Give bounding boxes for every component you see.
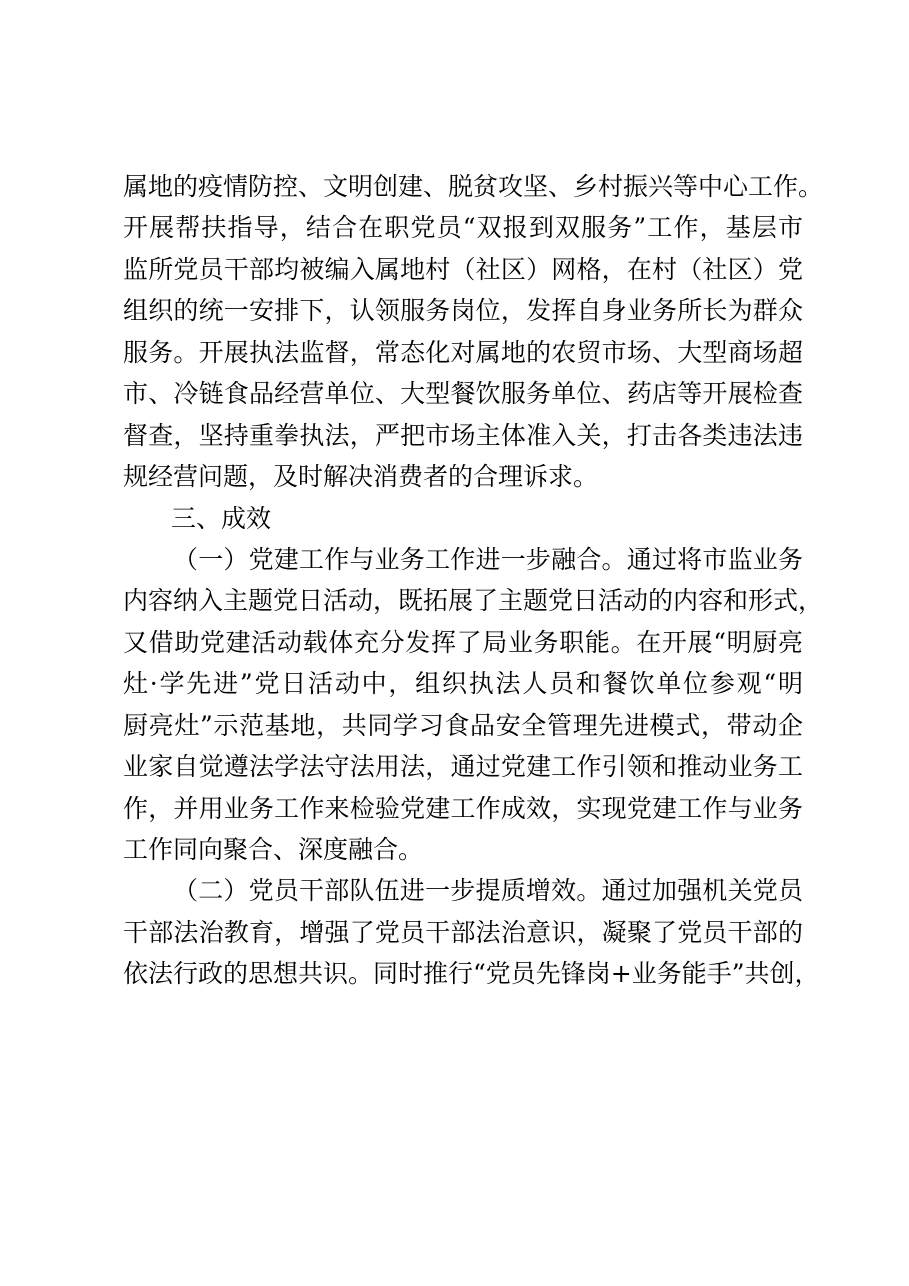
text-line: 作，并用业务工作来检验党建工作成效，实现党建工作与业务	[123, 793, 803, 823]
text-line: 内容纳入主题党日活动，既拓展了主题党日活动的内容和形式，	[123, 586, 824, 616]
text-line: 监所党员干部均被编入属地村（社区）网格，在村（社区）党	[123, 254, 803, 284]
text-line: 干部法治教育，增强了党员干部法治意识，凝聚了党员干部的	[123, 917, 803, 947]
paragraph-first-line: （一）党建工作与业务工作进一步融合。通过将市监业务	[173, 544, 803, 574]
document-body	[123, 166, 824, 995]
text-line: 厨亮灶”示范基地，共同学习食品安全管理先进模式，带动企	[123, 710, 803, 740]
text-line: 灶·学先进”党日活动中，组织执法人员和餐饮单位参观“明	[123, 669, 803, 699]
section-heading: 三、成效	[171, 503, 272, 533]
text-line: 组织的统一安排下，认领服务岗位，发挥自身业务所长为群众	[123, 296, 803, 326]
text-line: 督查，坚持重拳执法，严把市场主体准入关，打击各类违法违	[123, 420, 803, 450]
text-line: 又借助党建活动载体充分发挥了局业务职能。在开展“明厨亮	[123, 627, 803, 657]
text-line: 开展帮扶指导，结合在职党员“双报到双服务”工作，基层市	[123, 213, 803, 243]
text-line: 规经营问题，及时解决消费者的合理诉求。	[123, 462, 599, 492]
text-line: 工作同向聚合、深度融合。	[123, 835, 424, 864]
text-line: 服务。开展执法监督，常态化对属地的农贸市场、大型商场超	[123, 337, 803, 367]
text-line: 属地的疫情防控、文明创建、脱贫攻坚、乡村振兴等中心工作。	[123, 172, 824, 201]
text-line: 依法行政的思想共识。同时推行“党员先锋岗+业务能手”共创，	[123, 959, 820, 989]
paragraph-first-line: （二）党员干部队伍进一步提质增效。通过加强机关党员	[173, 876, 803, 906]
text-line: 市、冷链食品经营单位、大型餐饮服务单位、药店等开展检查	[123, 379, 803, 409]
text-line: 业家自觉遵法学法守法用法，通过党建工作引领和推动业务工	[123, 752, 803, 782]
